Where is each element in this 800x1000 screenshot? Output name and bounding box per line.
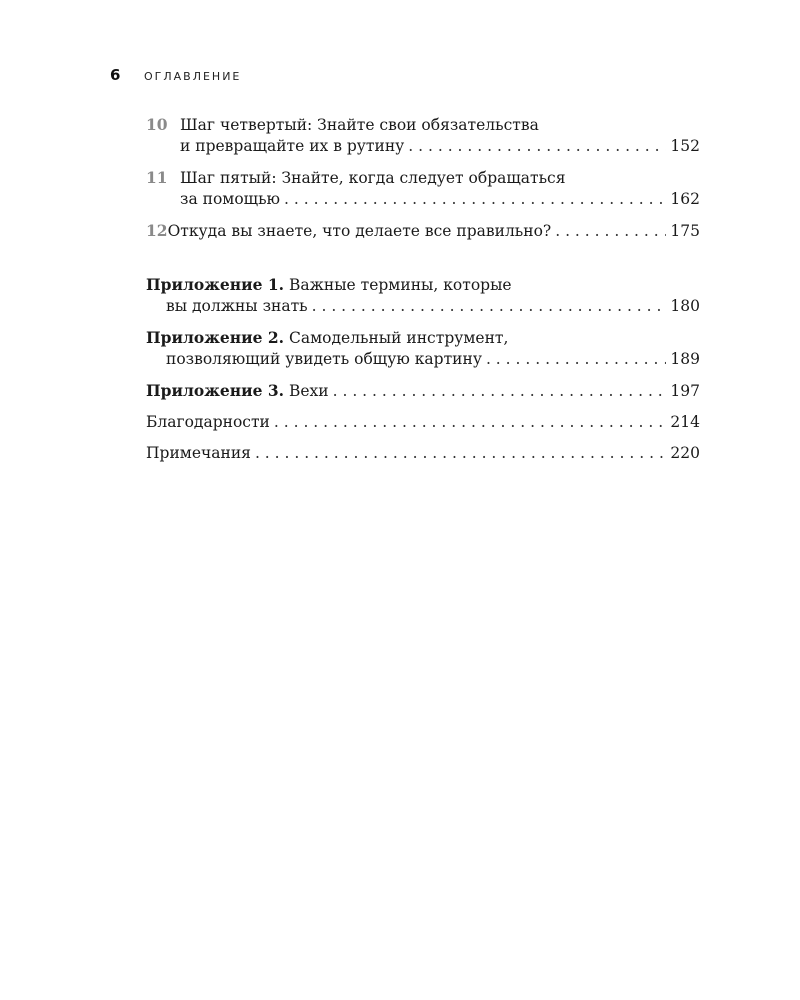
page-reference: 152 [670, 137, 700, 155]
page-reference: 220 [670, 444, 700, 462]
toc-line [146, 167, 700, 189]
dot-leader [408, 136, 666, 157]
section-gap [146, 252, 700, 274]
toc-entry-chapter-12 [146, 220, 700, 242]
toc-entry-chapter-11 [146, 167, 700, 210]
toc-line [146, 412, 700, 433]
chapter-number: 10 [146, 115, 168, 134]
toc-line [146, 296, 700, 317]
page-reference: 175 [670, 222, 700, 240]
toc-line [146, 114, 700, 136]
toc-entry-appendix-2 [146, 327, 700, 370]
section-title: ОГЛАВЛЕНИЕ [144, 70, 242, 83]
appendix-title: Вехи [288, 382, 329, 400]
chapter-title: Шаг пятый: Знайте, когда следует обращаться [180, 169, 566, 187]
toc-line [146, 443, 700, 464]
dot-leader [255, 443, 666, 464]
chapter-title: Шаг четвертый: Знайте свои обязательства [180, 116, 539, 134]
chapter-title-continued: за помощью [180, 190, 281, 208]
chapter-number: 12 [146, 221, 168, 240]
appendix-label: Приложение 1. [146, 275, 285, 294]
toc-line [146, 327, 700, 349]
dot-leader [312, 296, 667, 317]
entry-title: Благодарности [146, 413, 270, 431]
appendix-title-continued: позволяющий увидеть общую картину [166, 350, 482, 368]
chapter-title: Откуда вы знаете, что делаете все правильно? [167, 222, 552, 240]
appendix-title: Важные термины, которые [288, 276, 512, 294]
toc-entry-chapter-10 [146, 114, 700, 157]
page-reference: 162 [670, 190, 700, 208]
page-reference: 189 [670, 350, 700, 368]
toc-entry-notes [146, 443, 700, 464]
toc-line [146, 274, 700, 296]
page-reference: 214 [670, 413, 700, 431]
dot-leader [333, 381, 667, 402]
toc-line [146, 349, 700, 370]
toc-entry-appendix-3 [146, 380, 700, 402]
toc-line [146, 380, 700, 402]
toc-entry-appendix-1 [146, 274, 700, 317]
appendix-label: Приложение 2. [146, 328, 285, 347]
page-number: 6 [110, 66, 121, 84]
toc-line [146, 220, 700, 242]
dot-leader [274, 412, 667, 433]
appendix-title-continued: вы должны знать [166, 297, 308, 315]
toc-line [146, 136, 700, 157]
appendix-label: Приложение 3. [146, 381, 285, 400]
chapter-title-continued: и превращайте их в рутину [180, 137, 405, 155]
toc-entry-acknowledgements [146, 412, 700, 433]
dot-leader [284, 189, 666, 210]
dot-leader [486, 349, 666, 370]
running-head [110, 66, 241, 84]
page-reference: 180 [670, 297, 700, 315]
page-reference: 197 [670, 382, 700, 400]
appendix-title: Самодельный инструмент, [288, 329, 509, 347]
toc-line [146, 189, 700, 210]
entry-title: Примечания [146, 444, 251, 462]
chapter-number: 11 [146, 168, 168, 187]
dot-leader [555, 221, 666, 242]
table-of-contents [146, 114, 700, 474]
